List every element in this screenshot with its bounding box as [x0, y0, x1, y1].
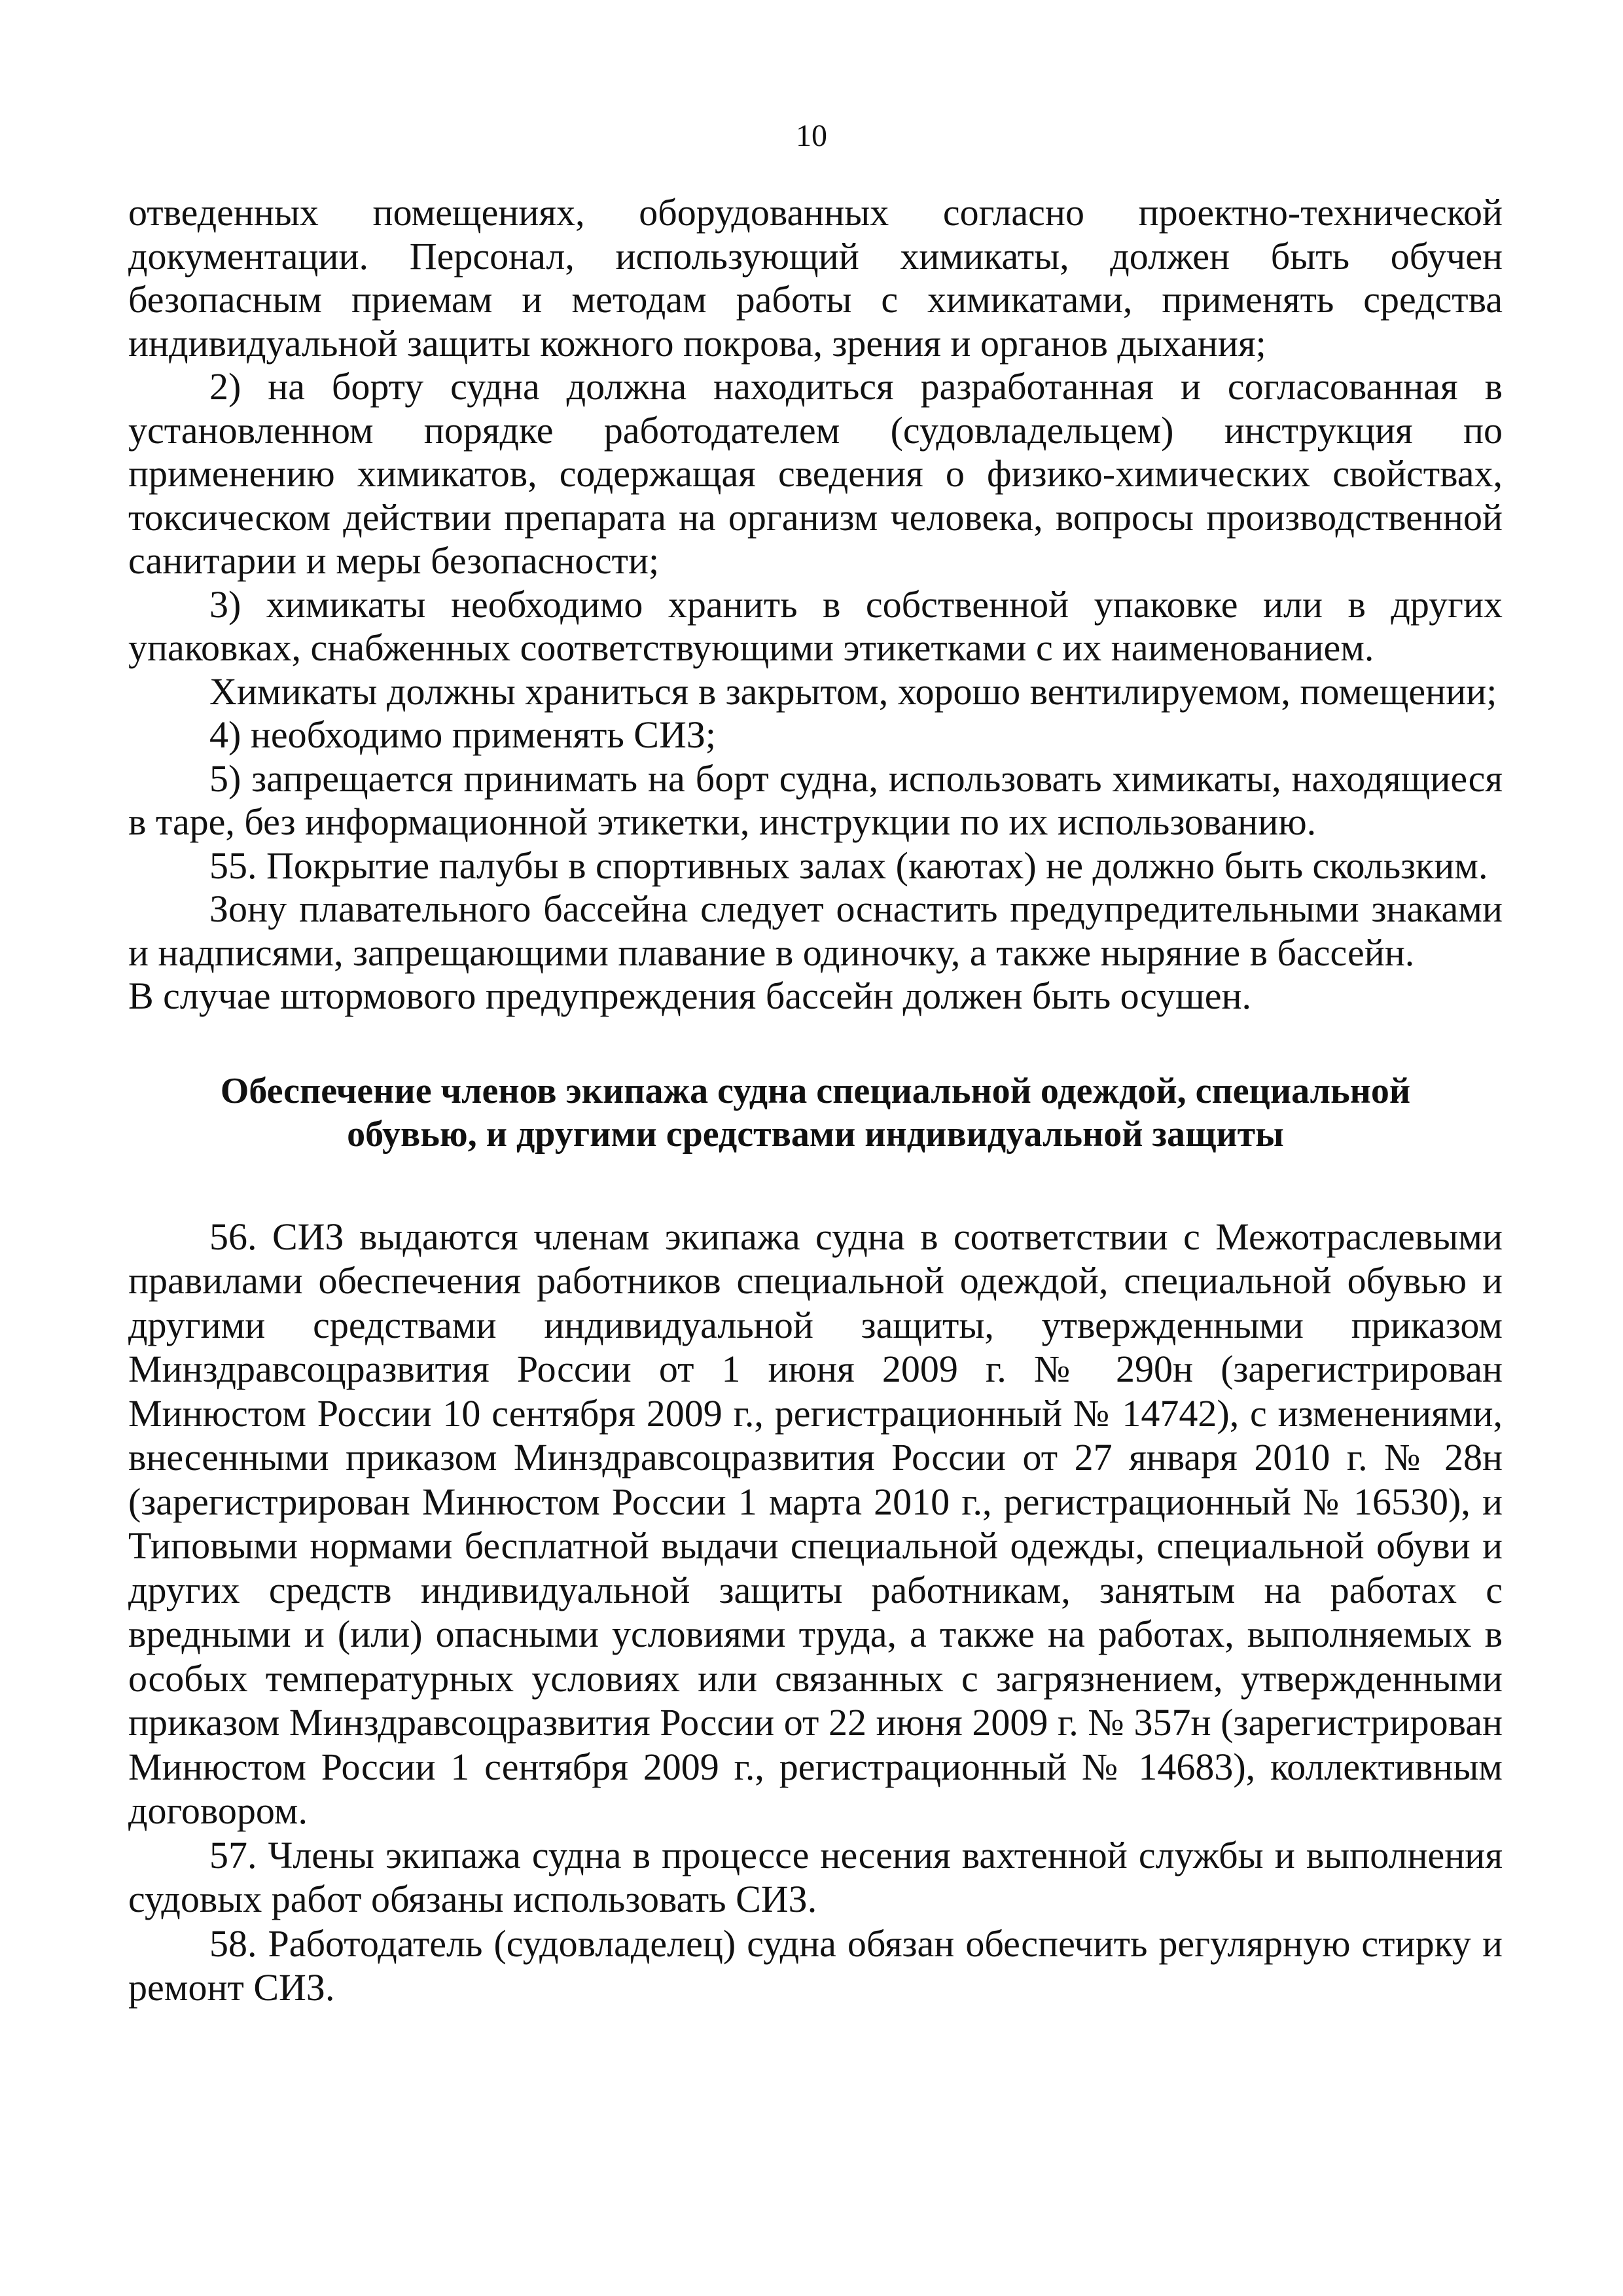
paragraph-item-3: 3) химикаты необходимо хранить в собственной упаковке или в других упаковках, снабженных соответствующими этикетками с их наименованием. — [128, 583, 1503, 669]
paragraph-55: 55. Покрытие палубы в спортивных залах (каютах) не должно быть скользким. — [209, 844, 1488, 887]
document-body — [128, 191, 1503, 2010]
paragraph-pool-signs: Зону плавательного бассейна следует оснастить предупредительными знаками и надписями, запрещающими плавание в одиночку, а также ныряние в бассейн. — [128, 888, 1503, 974]
paragraph-item-5: 5) запрещается принимать на борт судна, использовать химикаты, находящиеся в таре, без информационной этикетки, инструкции по их использованию. — [128, 757, 1503, 843]
paragraph-58: 58. Работодатель (судовладелец) судна обязан обеспечить регулярную стирку и ремонт СИЗ. — [128, 1922, 1503, 2009]
paragraph-57: 57. Члены экипажа судна в процессе несения вахтенной службы и выполнения судовых работ обязаны использовать СИЗ. — [128, 1833, 1503, 1920]
paragraph-56: 56. СИЗ выдаются членам экипажа судна в соответствии с Межотраслевыми правилами обеспечения работников специальной одеждой, специальной обувью и другими средствами индивидуальной защиты, утвержденными приказом Минздравсоцразвития России от 1 июня 2009 г. № 290н (зарегистрирован Минюстом России 10 сентября 2009 г., регистрационный № 14742), с изменениями, внесенными приказом Минздравсоцразвития России от 27 января 2010 г. № 28н (зарегистрирован Минюстом России 1 марта 2010 г., регистрационный № 16530), и Типовыми нормами бесплатной выдачи специальной одежды, специальной обуви и других средств индивидуальной защиты работникам, занятым на работах с вредными и (или) опасными условиями труда, а также на работах, выполняемых в особых температурных условиях или связанных с загрязнением, утвержденными приказом Минздравсоцразвития России от 22 июня 2009 г. № 357н (зарегистрирован Минюстом России 1 сентября 2009 г., регистрационный № 14683), коллективным договором. — [128, 1215, 1503, 1832]
paragraph-pool-storm: В случае штормового предупреждения бассейн должен быть осушен. — [128, 975, 1252, 1017]
page-number: 10 — [796, 118, 827, 153]
section-chemicals — [128, 191, 1503, 1018]
paragraph-continuation: отведенных помещениях, оборудованных согласно проектно-технической документации. Персонал, использующий химикаты, должен быть обучен безопасным приемам и методам работы с химикатами, применять средства индивидуальной защиты кожного покрова, зрения и органов дыхания; — [128, 191, 1503, 365]
section-ppe — [128, 1215, 1503, 2010]
section-heading: Обеспечение членов экипажа судна специальной одеждой, специальной обувью, и другими средствами индивидуальной защиты — [220, 1070, 1411, 1155]
paragraph-item-2: 2) на борту судна должна находиться разработанная и согласованная в установленном порядке работодателем (судовладельцем) инструкция по применению химикатов, содержащая сведения о физико-химических свойствах, токсическом действии препарата на организм человека, вопросы производственной санитарии и меры безопасности; — [128, 365, 1503, 582]
paragraph-item-4: 4) необходимо применять СИЗ; — [209, 713, 717, 756]
paragraph-storage: Химикаты должны храниться в закрытом, хорошо вентилируемом, помещении; — [209, 670, 1497, 713]
